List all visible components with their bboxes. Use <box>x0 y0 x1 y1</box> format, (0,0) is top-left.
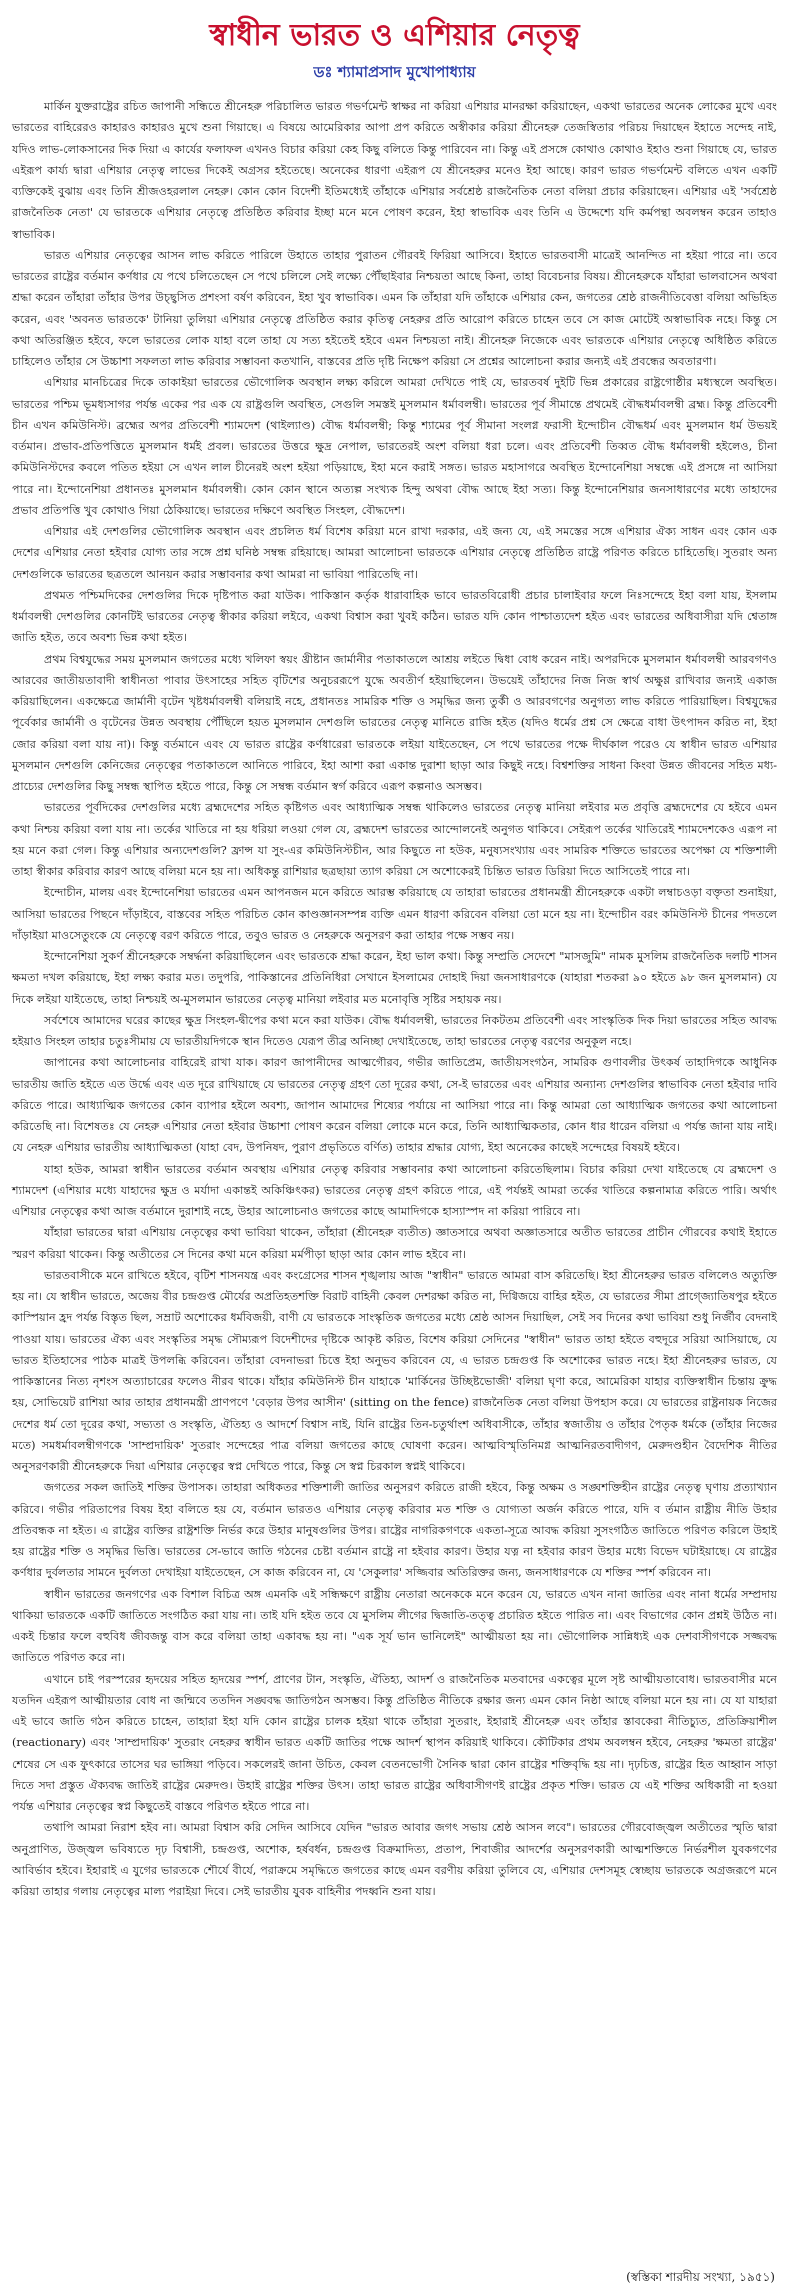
article-body <box>12 96 777 1902</box>
paragraph: প্রথমত পশ্চিমদিকের দেশগুলির দিকে দৃষ্টিপাত করা যাউক। পাকিস্তান কর্তৃক ধারাবাহিক ভাবে ভারতবিরোধী প্রচার চালাইবার ফলে নিঃসন্দেহে ইহা বলা যায়, ইসলাম ধর্মাবলম্বী দেশগুলির কোনটিই ভারতের নেতৃত্ব স্বীকার করিয়া লইবে, একথা বিশ্বাস করা খুবই কঠিন। ভারত যদি কোন পাশ্চাত্যদেশ হইত এবং ভারতের অধিবাসীরা যদি শ্বেতাঙ্গ জাতি হইত, তবে অবশ্য ভিন্ন কথা হইত। <box>12 588 777 645</box>
paragraph: তথাপি আমরা নিরাশ হইব না। আমরা বিশ্বাস করি সেদিন আসিবে যেদিন "ভারত আবার জগৎ সভায় শ্রেষ্ঠ আসন লবে"। ভারতের গৌরবোজ্জ্বল অতীতের স্মৃতি দ্বারা অনুপ্রাণিত, উজ্জ্বল ভবিষ্যতে দৃঢ় বিশ্বাসী, চন্দ্রগুপ্ত, অশোক, হর্ষবর্ধন, চন্দ্রগুপ্ত বিক্রমাদিত্য, প্রতাপ, শিবাজীর আদর্শের অনুসরণকারী আত্মশক্তিতে নির্ভরশীল যুবকগণের আবির্ভাব হইবে। ইহারাই এ যুগের ভারতকে শৌর্যে বীর্যে, পরাক্রমে সমৃদ্ধিতে জগতের কাছে এমন বরণীয় করিয়া তুলিবে যে, এশিয়ার দেশসমূহ স্বেচ্ছায় ভারতকে অগ্রজরূপে মনে করিয়া তাহার গলায় নেতৃত্বের মাল্য পরাইয়া দিবে। সেই ভারতীয় যুবক বাহিনীর পদধ্বনি শুনা যায়। <box>12 1821 777 1898</box>
paragraph: স্বাধীন ভারতের জনগণের এক বিশাল বিচিত্র অঙ্গ এমনকি এই সন্ধিক্ষণে রাষ্ট্রীয় নেতারা অনেককে মনে করেন যে, ভারতে এখন নানা জাতির এবং নানা ধর্মের সম্প্রদায় থাকিয়া ভারতকে একটি জাতিতে সংগঠিত করা যায় না। তাই যদি হইত তবে যে মুসলিম লীগের দ্বিজাতি-তত্ত্ব প্রচারিত হইতে পারিত না। এবং বিভাগের কোন প্রশ্নই উঠিত না। একই চিন্তার ফলে বহুবিধ জীবজন্তু বাস করে বলিয়া তাহা একাবদ্ধ হয় না। "এক সূর্য ভান ভানিলেই" আত্মীয়তা হয় না। ভৌগোলিক সান্নিধ্যই এক দেশবাসীগণকে সজ্জবদ্ধ জাতিতে পরিণত করে না। <box>12 1587 777 1665</box>
paragraph: এশিয়ার এই দেশগুলির ভৌগোলিক অবস্থান এবং প্রচলিত ধর্ম বিশেষ করিয়া মনে রাখা দরকার, এই জন্য যে, এই সমস্তের সঙ্গে এশিয়ার ঐক্য সাধন এবং কোন এক দেশের এশিয়ার নেতা হইবার যোগ্য তার সঙ্গে প্রশ্ন ঘনিষ্ঠ সম্বন্ধ রহিয়াছে। আমরা আলোচনা ভারতকে এশিয়ার নেতৃত্বে প্রতিষ্ঠিত রাষ্ট্রে পরিণত করিতে চাহিতেছি। সুতরাং অন্য দেশগুলিকে ভারতের ছত্রতলে আনয়ন করার সম্ভাবনার কথা আমরা না ভাবিয়া পারিতেছি না। <box>12 525 777 581</box>
article-title: স্বাধীন ভারত ও এশিয়ার নেতৃত্ব <box>209 18 580 53</box>
article-author: ডঃ শ্যামাপ্রসাদ মুখোপাধ্যায় <box>313 63 476 81</box>
paragraph: ইন্দোনেশিয়া সুকর্ণ শ্রীনেহরুকে সম্বর্দ্ধনা করিয়াছিলেন এবং ভারতকে শ্রদ্ধা করেন, ইহা ভাল কথা। কিন্তু সম্প্রতি সেদেশে "মাসজুমি" নামক মুসলিম রাজনৈতিক দলটি শাসন ক্ষমতা দখল করিয়াছে, ইহা লক্ষ্য করার মত। তদুপরি, পাকিস্তানের প্রতিনিধিরা সেখানে ইসলামের দোহাই দিয়া জনসাধারণকে (যাহারা শতকরা ৯০ হইতে ৯৮ জন মুসলমান) যে দিকে লইয়া যাইতেছে, তাহা নিশ্চয়ই অ-মুসলমান ভারতের নেতৃত্ব মানিয়া লইবার মত মনোবৃত্তি সৃষ্টির সহায়ক নয়। <box>12 950 777 1006</box>
paragraph: যাহা হউক, আমরা স্বাধীন ভারতের বর্তমান অবস্থায় এশিয়ার নেতৃত্ব করিবার সম্ভাবনার কথা আলোচনা করিতেছিলাম। বিচার করিয়া দেখা যাইতেছে যে ব্রহ্মদেশ ও শ্যামদেশ (এশিয়ার মধ্যে যাহাদের ক্ষুদ্র ও মর্যাদা একান্তই অকিঞ্চিৎকর) ভারতের নেতৃত্ব গ্রহণ করিতে পারে, এই পর্যন্তই আমরা তর্কের খাতিরে কল্পনামাত্র করিতে পারি। অর্থাৎ এশিয়ার নেতৃত্বের কথা আজ বর্তমানে দুরাশাই নহে, উহার আলোচনাও জগতের কাছে আমাদিগকে হাস্যাস্পদ না করিয়া পারিবে না। <box>12 1162 777 1218</box>
paragraph: ইন্দোচীন, মালয় এবং ইন্দোনেশিয়া ভারতের এমন আপনজন মনে করিতে আরম্ভ করিয়াছে যে তাহারা ভারতের প্রধানমন্ত্রী শ্রীনেহরুকে একটা লম্বাচওড়া বক্তৃতা শুনাইয়া, আসিয়া ভারতের পিছনে দাঁড়াইবে, বাস্তবের সহিত পরিচিত কোন কাণ্ডজ্ঞানসম্পন্ন ব্যক্তি এমন ধারণা করিবেন বলিয়া তো মনে হয় না। ইন্দোচীন বরং কমিউনিস্ট চীনের পদতলে দাঁড়াইয়া মাওসেতুংকে যে নেতৃত্বে বরণ করিতে পারে, তবুও ভারত ও নেহরুকে অনুসরণ করা তাহার পক্ষে সম্ভব নয়। <box>12 886 778 942</box>
paragraph: সর্বশেষে আমাদের ঘরের কাছের ক্ষুদ্র সিংহল-দ্বীপের কথা মনে করা যাউক। বৌদ্ধ ধর্মাবলম্বী, ভারতের নিকটতম প্রতিবেশী এবং সাংস্কৃতিক দিক দিয়া ভারতের সহিত আবদ্ধ হইয়াও সিংহল তাহার চতুঃসীমায় যে ভারতীয়দিগকে স্থান দিতেও যেরূপ তীব্র অনিচ্ছা দেখাইতেছে, তাহা ভারতের নেতৃত্ব বরণের অনুকূল নহে। <box>12 1013 777 1048</box>
paragraph: জাপানের কথা আলোচনার বাহিরেই রাখা যাক। কারণ জাপানীদের আত্মগৌরব, গভীর জাতিপ্রেম, জাতীয়সংগঠন, সামরিক গুণাবলীর উৎকর্ষ তাহাদিগকে আধুনিক ভারতীয় জাতি হইতে এত উর্দ্ধে এবং এত দূরে রাখিয়াছে যে ভারতের নেতৃত্ব গ্রহণ তো দূরের কথা, সে-ই ভারতের এবং এশিয়ার অন্যান্য দেশগুলির স্বাভাবিক নেতা হইবার দাবি করিতে পারে। আধ্যাত্মিক জগতের কোন ব্যাপার হইলে অবশ্য, জাপান আমাদের শিষ্যের পর্যায়ে না আসিয়া পারে না। কিন্তু আমরা তো আধ্যাত্মিক জগতের কথা আলোচনা করিতেছি না। বিশেষতঃ যে নেহরু এশিয়ার নেতা হইবার উচ্চাশা পোষণ করেন বলিয়া লোকে মনে করে, তিনি আধ্যাত্মিকতার, কোন ধার ধারেন বলিয়া এ পর্যন্ত জানা যায় নাই। যে নেহরু এশিয়ার ভারতীয় আধ্যাত্মিকতা (যাহা বেদ, উপনিষদ, পুরাণ প্রভৃতিতে বর্ণিত) তাহার শ্রদ্ধার যোগ্য, ইহা অনেকের কাছেই সন্দেহের বিষয়ই হইবে। <box>12 1056 777 1155</box>
paragraph: এশিয়ার মানচিত্রের দিকে তাকাইয়া ভারতের ভৌগোলিক অবস্থান লক্ষ্য করিলে আমরা দেখিতে পাই যে, ভারতবর্ষ দুইটি ভিন্ন প্রকারের রাষ্ট্রগোষ্ঠীর মধ্যস্থলে অবস্থিত। ভারতের পশ্চিম ভূমধ্যসাগর পর্যন্ত একের পর এক যে রাষ্ট্রগুলি অবস্থিত, সেগুলি সমস্তই মুসলমান ধর্মাবলম্বী। ভারতের পূর্ব সীমান্তে প্রথমেই বৌদ্ধধর্মাবলম্বী ব্রহ্ম। কিন্তু প্রতিবেশী চীন এখন কমিউনিস্ট। ব্রহ্মের অপর প্রতিবেশী শ্যামদেশ (থাইল্যাণ্ড) বৌদ্ধ ধর্মাবলম্বী; কিন্তু শ্যামের পূর্ব সীমানা সংলগ্ন ফরাসী ইন্দোচীন বৌদ্ধধর্ম এবং মুসলমান ধর্ম উভয়ই বর্তমান। প্রভাব-প্রতিপত্তিতে মুসলমান ধর্মই প্রবল। ভারতের উত্তরে ক্ষুদ্র নেপাল, ভারতেরই অংশ বলিয়া ধরা চলে। এবং প্রতিবেশী তিব্বত বৌদ্ধ ধর্মাবলম্বী হইলেও, চীনা কমিউনিস্টদের কবলে পতিত হইয়া সে এখন লাল চীনেরই অংশ হইয়া পড়িয়াছে, ইহা মনে করাই সঙ্গত। ভারত মহাসাগরে অবস্থিত ইন্দোনেশিয়া সম্বন্ধে এই প্রসঙ্গে না আসিয়া পারে না। ইন্দোনেশিয়া প্রধানতঃ মুসলমান ধর্মাবলম্বী। কোন কোন স্থানে অত্যল্প সংখ্যক হিন্দু অথবা বৌদ্ধ আছে ইহা সত্য। কিন্তু ইন্দোনেশিয়ার জনসাধারণের মধ্যে তাহাদের প্রভাব প্রতিপত্তি খুব কোথাও গিয়া ঠেকিয়াছে। ভারতের দক্ষিণে অবস্থিত সিংহল, বৌদ্ধদেশ। <box>12 376 777 517</box>
paragraph: ভারত এশিয়ার নেতৃত্বের আসন লাভ করিতে পারিলে উহাতে তাহার পুরাতন গৌরবই ফিরিয়া আসিবে। ইহাতে ভারতবাসী মাত্রেই আনন্দিত না হইয়া পারে না। তবে ভারতের রাষ্ট্রের বর্তমান কর্ণধার যে পথে চলিতেছেন সে পথে চলিলে সেই লক্ষ্যে পৌঁছাইবার নিশ্চয়তা আছে কিনা, তাহা বিবেচনার বিষয়। শ্রীনেহরুকে যাঁহারা ভালবাসেন অথবা শ্রদ্ধা করেন তাঁহারা তাঁহার উপর উচ্ছ্বসিত প্রশংসা বর্ষণ করিবেন, ইহা খুব স্বাভাবিক। এমন কি তাঁহারা যদি তাঁহাকে এশিয়ার কেন, জগতের শ্রেষ্ঠ রাজনীতিবেত্তা বলিয়া অভিহিত করেন, এবং 'অবনত ভারতকে' টানিয়া তুলিয়া এশিয়ার নেতৃত্বে প্রতিষ্ঠিত করার কৃতিত্ব নেহরুর প্রতি আরোপ করিতে চাহেন তবে সে কাজ মোটেই অস্বাভাবিক নহে। কিন্তু সে কথা অতিরঞ্জিত হইবে, ফলে ভারতের লোক যাহা বলে তাহা যে সত্য হইতেই হইবে এমন নিশ্চয়তা নাই। শ্রীনেহরু নিজেকে এবং ভারতকে এশিয়ার নেতৃত্বে অধিষ্ঠিত করিতে চাহিলেও তাঁহার সে উচ্চাশা সফলতা লাভ করিবার সম্ভাবনা কতখানি, বাস্তবের প্রতি দৃষ্টি নিক্ষেপ করিয়া সে প্রশ্নের আলোচনা করার জন্যই এই প্রবন্ধের অবতারণা। <box>12 248 777 368</box>
paragraph: ভারতের পূর্বদিকের দেশগুলির মধ্যে ব্রহ্মদেশের সহিত কৃষ্টিগত এবং আধ্যাত্মিক সম্বন্ধ থাকিলেও ভারতের নেতৃত্ব মানিয়া লইবার মত প্রবৃত্তি ব্রহ্মদেশের যে হইবে এমন কথা নিশ্চয় করিয়া বলা যায় না। তর্কের খাতিরে না হয় ধরিয়া লওয়া গেল যে, ব্রহ্মদেশ ভারতের আন্দোলনেই অনুগত থাকিবে। সেইরূপ তর্কের খাতিরেই শ্যামদেশকেও এরূপ না হয় মনে করা গেল। কিন্তু এশিয়ার অন্যদেশগুলি? ফ্রান্স যা সুং-এর কমিউনিস্টচীন, আর কিছুতে না হউক, মনুষ্যসংখ্যায় এবং সামরিক শক্তিতে ভারতের অপেক্ষা যে শক্তিশালী তাহা স্বীকার করিবার কারণ আছে বলিয়া মনে হয় না। অধিকন্তু রাশিয়ার ছত্রছায়া ত্যাগ করিয়া সে অশোকেরই চিন্তিত ভারত ডিরিয়া দিতে আসিতেই পারে না। <box>12 801 777 878</box>
paragraph: যাঁহারা ভারতের দ্বারা এশিয়ায় নেতৃত্বের কথা ভাবিয়া থাকেন, তাঁহারা (শ্রীনেহরু ব্যতীত) জ্ঞাতসারে অথবা অজ্ঞাতসারে অতীত ভারতের প্রাচীন গৌরবের কথাই ইহাতে স্মরণ করিয়া থাকেন। কিন্তু অতীতের সে দিনের কথা মনে করিয়া মর্মপীড়া ছাড়া আর কোন লাভ হইবে না। <box>12 1226 777 1261</box>
paragraph: জগতের সকল জাতিই শক্তির উপাসক। তাহারা অধিকতর শক্তিশালী জাতির অনুসরণ করিতে রাজী হইবে, কিন্তু অক্ষম ও সঙ্ঘশক্তিহীন রাষ্ট্রের নেতৃত্ব ঘৃণায় প্রত্যাখ্যান করিবে। গভীর পরিতাপের বিষয় ইহা বলিতে হয় যে, বর্তমান ভারতও এশিয়ার নেতৃত্ব করিবার মত শক্তি ও যোগ্যতা অর্জন করিতে পারে, যদি ব র্তমান রাষ্ট্রীয় নীতি উহার প্রতিবন্ধক না হইত। এ রাষ্ট্রের ব্যক্তির রাষ্ট্রশক্তি নির্ভর করে উহার মানুষগুলির উপর। রাষ্ট্রের নাগরিকগণকে একতা-সূত্রে আবদ্ধ করিয়া সুসংগঠিত জাতিতে পরিণত করিলে উহাই হয় রাষ্ট্রের শক্তি ও সমৃদ্ধির ভিত্তি। ভারতের সে-ভাবে জাতি গঠনের চেষ্টা বর্তমান রাষ্ট্রে না হইবার কারণ। উহার যত্ন না হইবার কারণ উহার মধ্যে বিভেদ ঘটাইয়াছে। যে রাষ্ট্রের কর্ণধার দুর্বলতার সামনে দুর্বলতা দেখাইয়া যাইতেছেন, সে কাজ করিবেন না, যে 'সেকুলার' সজ্জিবার অতিরিক্তর জন্য, জনসাধারণকে যে শক্তির স্পর্শ করিবেন না। <box>12 1481 777 1580</box>
paragraph: ভারতবাসীকে মনে রাখিতে হইবে, বৃটিশ শাসনযন্ত্র এবং কংগ্রেসের শাসন শৃঙ্খলায় আজ "স্বাধীন" ভারতে আমরা বাস করিতেছি। ইহা শ্রীনেহরুর ভারত বলিলেও অত্যুক্তি হয় না। যে স্বাধীন ভারতে, অজেয় বীর চন্দ্রগুপ্ত মৌর্যের অপ্রতিহতশক্তি বিরাট বাহিনী কেবল দেশরক্ষা করিত না, দিগ্বিজয়ে বাহির হইত, যে ভারতের সীমা প্রাগ্জ্যোতিষপুর হইতে কাস্পিয়ান হ্রদ পর্যন্ত বিস্তৃত ছিল, সম্রাট অশোকের ধর্মবিজয়ী, বাণী যে ভারতকে সাংস্কৃতিক জগতের মধ্যে শ্রেষ্ঠ আসন দিয়াছিল, সেই সব দিনের কথা ভাবিয়া শুধু নির্জীব বেদনাই পাওয়া যায়। ভারতের ঐক্য এবং সংস্কৃতির সমৃদ্ধ সৌম্যরূপ বিদেশীদের দৃষ্টিকে আকৃষ্ট করিত, বিশেষ করিয়া সেদিনের "স্বাধীন" ভারত তাহা হইতে বহুদূরে সরিয়া আসিয়াছে, যে ভারত ইতিহাসের পাঠক মাত্রই উপলব্ধি করিবেন। তাঁহারা বেদনাভরা চিত্তে ইহা অনুভব করিবেন যে, এ ভারত চন্দ্রগুপ্ত কি অশোকের ভারত নহে। ইহা শ্রীনেহরুর ভারত, যে পাকিস্তানের নিত্য নৃশংস অত্যাচারের ফলেও নীরব থাকে। যাঁহার কমিউনিস্ট চীন যাহাকে 'মার্কিনের উচ্ছিষ্টভোজী' বলিয়া ঘৃণা করে, আমেরিকা যাহার ব্যক্তিস্বাধীন চিন্তায় ক্রুদ্ধ হয়, সোভিয়েট রাশিয়া আর তাহার প্রধানমন্ত্রী প্রাণপণে 'বেড়ার উপর আসীন' (sitting on the fence) রাজনৈতিক নেতা বলিয়া উপহাস করে। যে ভারতের রাষ্ট্রনায়ক নিজের দেশের ধর্ম তো দূরের কথা, সভ্যতা ও সংস্কৃতি, ঐতিহ্য ও আদর্শে বিশ্বাস নাই, যিনি রাষ্ট্রের তিন-চতুর্থাংশ অধিবাসীকে, তাঁহার স্বজাতীয় ও তাঁহার পৈতৃক ধর্মকে (তাঁহার নিজের মতে) সমধর্মাবলম্বীগণকে 'সাম্প্রদায়িক' সুতরাং সন্দেহের পাত্র বলিয়া জগতের কাছে ঘোষণা করেন। আত্মবিস্মৃতিনিমগ্ন আত্মনিরতবাদীগণ, মেরুদণ্ডহীন বৈদেশিক নীতির অনুসরণকারী শ্রীনেহরুকে দিয়া এশিয়ার নেতৃত্বের স্বপ্ন দেখিতে পারে, কিন্তু সে স্বপ্ন চিরকাল স্বপ্নই থাকিবে। <box>12 1268 777 1473</box>
paragraph: এখানে চাই পরস্পরের হৃদয়ের সহিত হৃদয়ের স্পর্শ, প্রাণের টান, সংস্কৃতি, ঐতিহ্য, আদর্শ ও রাজনৈতিক মতবাদের একত্বের মূলে সৃষ্ট আত্মীয়তাবোধ। ভারতবাসীর মনে যতদিন এইরূপ আত্মীয়তার বোধ না জন্মিবে ততদিন সঙ্ঘবদ্ধ জাতিগঠন অসম্ভব। কিন্তু প্রতিষ্ঠিত নীতিকে রক্ষার জন্য এমন কোন নিষ্ঠা আছে বলিয়া মনে হয় না। যে যা যাহারা এই ভাবে জাতি গঠন করিতে চাহেন, তাহারা ইহা যদি কোন রাষ্ট্রের চালক হইয়া থাকে তাঁহারা সুতরাং, ইহারাই শ্রীনেহরু এবং তাঁহার স্তাবকেরা নীতিচ্যুত, প্রতিক্রিয়াশীল (reactionary) এবং 'সাম্প্রদায়িক' সুতরাং নেহরুর স্বাধীন ভারত একটি জাতির পক্ষে আদর্শ স্থাপন করিয়াই থাকিবে। কৌটিকার প্রথম অবলম্বন হইবে, নেহরুর 'ক্ষমতা রাষ্ট্রের' শেষের সে এক ফুৎকারে তাসের ঘর ভাঙ্গিয়া পড়িবে। সকলেরই জানা উচিত, কেবল বেতনভোগী সৈনিক দ্বারা কোন রাষ্ট্রের শক্তিবৃদ্ধি হয় না। দৃঢ়চিত্ত, রাষ্ট্রের হিত আহ্বান সাড়া দিতে সদা প্রস্তুত ঐক্যবদ্ধ জাতিই রাষ্ট্রের মেরুদণ্ড। উহাই রাষ্ট্রের শক্তির উৎস। তাহা ভারত রাষ্ট্রের অধিবাসীগণই রাষ্ট্রের প্রকৃত শক্তি। ভারত যে এই শক্তির অধিকারী না হওয়া পর্যন্ত এশিয়ার নেতৃত্বের স্বপ্ন কিছুতেই বাস্তবে পরিণত হইতে পারে না। <box>12 1672 777 1813</box>
source-note: (স্বস্তিকা শারদীয় সংখ্যা, ১৯৫১) <box>626 2270 775 2284</box>
paragraph: মার্কিন যুক্তরাষ্ট্রের রচিত জাপানী সন্ধিতে শ্রীনেহরু পরিচালিত ভারত গভর্ণমেন্ট স্বাক্ষর না করিয়া এশিয়ার মানরক্ষা করিয়াছেন, একথা ভারতের অনেক লোকের মুখে এবং ভারতের বাহিরেরও কাহারও কাহারও মুখে শুনা গিয়াছে। এ বিষয়ে আমেরিকার আপা প্রপ করিতে অস্বীকার করিয়া শ্রীনেহরু তেজস্বিতার পরিচয় দিয়াছেন ইহাতে সন্দেহ নাই, যদিও লাভ-লোকসানের দিক দিয়া এ কার্যের ফলাফল এখনও বিচার করিয়া কেহ কিছু বলিতে কিন্তু পারিবেন না। কিন্তু এই প্রসঙ্গে কোথাও কোথাও ইহাও শুনা গিয়াছে যে, ভারত এইরূপ কার্য্য দ্বারা এশিয়ার নেতৃত্ব লাভের দিকেই অগ্রসর হইতেছে। অনেকের ধারণা এইরূপ যে শ্রীনেহরুর মনেও ইহা আছে। কারণ ভারত গভর্ণমেন্ট বলিতে এখন একটি ব্যক্তিকেই বুঝায় এবং তিনি শ্রীজওহরলাল নেহরু। কোন কোন বিদেশী ইতিমধ্যেই তাঁহাকে এশিয়ার সর্বশ্রেষ্ঠ রাজনৈতিক নেতা বলিয়া প্রচার করিয়াছেন। এশিয়ার এই 'সর্বশ্রেষ্ঠ রাজনৈতিক নেতা' যে ভারতকে এশিয়ার নেতৃত্বে প্রতিষ্ঠিত করিবার ইচ্ছা মনে মনে পোষণ করেন, ইহা স্বাভাবিক এবং তিনি এ উদ্দেশ্যে যদি কর্মপন্থা অবলম্বন করেন তাহাও স্বাভাবিক। <box>12 100 777 241</box>
paragraph: প্রথম বিশ্বযুদ্ধের সময় মুসলমান জগতের মধ্যে খলিফা স্বয়ং খ্রীষ্টান জার্মানীর পতাকাতলে আশ্রয় লইতে দ্বিধা বোধ করেন নাই। অপরদিকে মুসলমান ধর্মাবলম্বী আরবগণও আরবের জাতীয়তাবাদী স্বাধীনতা পাবার উৎসাহের সহিত বৃটিশের অনুচররূপে যুদ্ধে অবতীর্ণ হইয়াছিলেন। উভয়েই তাঁহাদের নিজ নিজ স্বার্থ অক্ষুণ্ণ রাখিবার জন্যই একাজ করিয়াছিলেন। একক্ষেত্রে জার্মানী বৃটেন খৃষ্টধর্মাবলম্বী বলিয়াই নহে, প্রধানতঃ সামরিক শক্তি ও সমৃদ্ধির জন্য তুর্কী ও আরবগণের অনুগত্য লাভ করিতে পারিয়াছিল। বিশ্বযুদ্ধের পূর্বেকার জার্মানী ও বৃটেনের উন্নত অবস্থায় পৌঁছিলে হয়ত মুসলমান দেশগুলি ভারতের নেতৃত্ব মানিতে রাজি হইত (যদিও ধর্মের প্রশ্ন সে ক্ষেত্রে বাধা উৎপাদন করিত না, ইহা জোর করিয়া বলা যায় না)। কিন্তু বর্তমানে এবং যে ভারত রাষ্ট্রের কর্ণধারেরা ভারতকে লইয়া যাইতেছেন, সে পথে ভারতের পক্ষে দীর্ঘকাল পরেও যে স্বাধীন ভারত এশিয়ার মুসলমান দেশগুলি কেনিজের নেতৃত্বের পতাকাতলে আনিতে পারিবে, ইহা আশা করা একান্ত দুরাশা ছাড়া আর কিছুই নহে। বিশ্বশক্তির সাধনা কিংবা উন্নত জীবনের সহিত মধ্য-প্রাচ্যের দেশগুলির কিছু সম্বন্ধ স্থাপিত হইতে পারে, কিন্তু সে সম্বন্ধ বর্তমান স্বর্গ করিবে এরূপ কল্পনাও অসম্ভব। <box>12 652 777 793</box>
